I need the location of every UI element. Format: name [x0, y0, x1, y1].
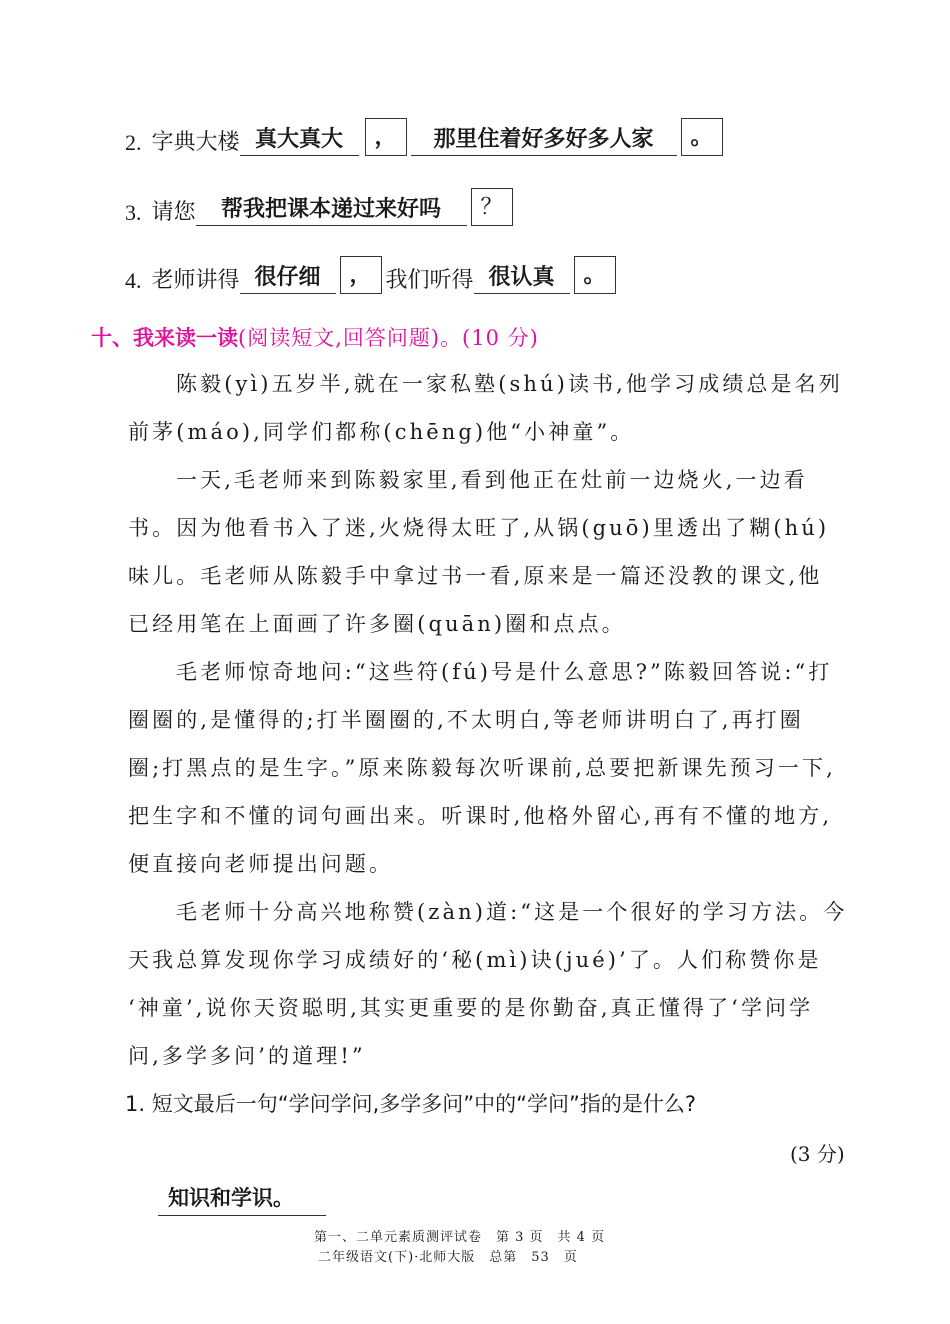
question-number: 2. — [125, 130, 142, 155]
passage-line: 圈;打黑点的是生字。”原来陈毅每次听课前,总要把新课先预习一下, — [128, 756, 836, 780]
passage-line: ‘神童’,说你天资聪明,其实更重要的是你勤奋,真正懂得了‘学问学 — [128, 996, 814, 1020]
question-3 — [125, 188, 513, 226]
question-number: 4. — [125, 268, 142, 293]
passage-line: 前茅(máo),同学们都称(chēng)他“小神童”。 — [128, 420, 635, 444]
question-prefix: 请您 — [151, 200, 196, 225]
question-4 — [125, 256, 616, 294]
punctuation-box: 。 — [574, 256, 616, 294]
passage-line: 书。因为他看书入了迷,火烧得太旺了,从锅(guō)里透出了糊(hú) — [128, 516, 830, 540]
answer-fill: 很认真 — [474, 260, 570, 294]
sub-question-1: 1. 短文最后一句“学问学问,多学多问”中的“学问”指的是什么? — [125, 1092, 697, 1116]
passage-line: 把生字和不懂的词句画出来。听课时,他格外留心,再有不懂的地方, — [128, 804, 833, 828]
question-prefix: 字典大楼 — [151, 130, 240, 155]
punctuation-box: ？ — [471, 188, 513, 226]
question-score: (3 分) — [790, 1142, 845, 1166]
passage-line: 味儿。毛老师从陈毅手中拿过书一看,原来是一篇还没教的课文,他 — [128, 564, 823, 588]
passage-line: 天我总算发现你学习成绩好的‘秘(mì)诀(jué)’了。人们称赞你是 — [128, 948, 822, 972]
punctuation-box: ， — [365, 118, 407, 156]
answer-fill: 那里住着好多好多人家 — [411, 122, 677, 156]
answer-fill: 很仔细 — [240, 260, 336, 294]
answer-text: 知识和学识。 — [168, 1186, 294, 1210]
passage-line: 便直接向老师提出问题。 — [128, 852, 394, 876]
passage-line: 毛老师惊奇地问:“这些符(fú)号是什么意思?”陈毅回答说:“打 — [176, 660, 833, 684]
answer-line — [158, 1182, 326, 1216]
question-middle-text: 我们听得 — [385, 268, 474, 293]
punctuation-box: 。 — [681, 118, 723, 156]
passage-line: 陈毅(yì)五岁半,就在一家私塾(shú)读书,他学习成绩总是名列 — [176, 372, 843, 396]
question-number: 3. — [125, 200, 142, 225]
section-heading: 十、我来读一读 — [91, 325, 238, 350]
footer-line-1: 第一、二单元素质测评试卷 第 3 页 共 4 页 — [314, 1230, 606, 1245]
passage-line: 已经用笔在上面画了许多圈(quān)圈和点点。 — [128, 612, 626, 636]
punctuation-box: ， — [340, 256, 382, 294]
section-subtitle: (阅读短文,回答问题)。(10 分) — [238, 326, 539, 350]
passage-line: 毛老师十分高兴地称赞(zàn)道:“这是一个很好的学习方法。今 — [176, 900, 848, 924]
section-title — [91, 322, 539, 352]
question-2 — [125, 118, 723, 156]
answer-fill: 真大真大 — [240, 122, 359, 156]
footer-line-2: 二年级语文(下)·北师大版 总第 53 页 — [318, 1250, 578, 1265]
question-prefix: 老师讲得 — [151, 268, 240, 293]
passage-line: 一天,毛老师来到陈毅家里,看到他正在灶前一边烧火,一边看 — [176, 468, 808, 492]
passage-line: 圈圈的,是懂得的;打半圈圈的,不太明白,等老师讲明白了,再打圈 — [128, 708, 804, 732]
passage-line: 问,多学多问’的道理!” — [128, 1044, 366, 1068]
answer-fill: 帮我把课本递过来好吗 — [196, 192, 467, 226]
